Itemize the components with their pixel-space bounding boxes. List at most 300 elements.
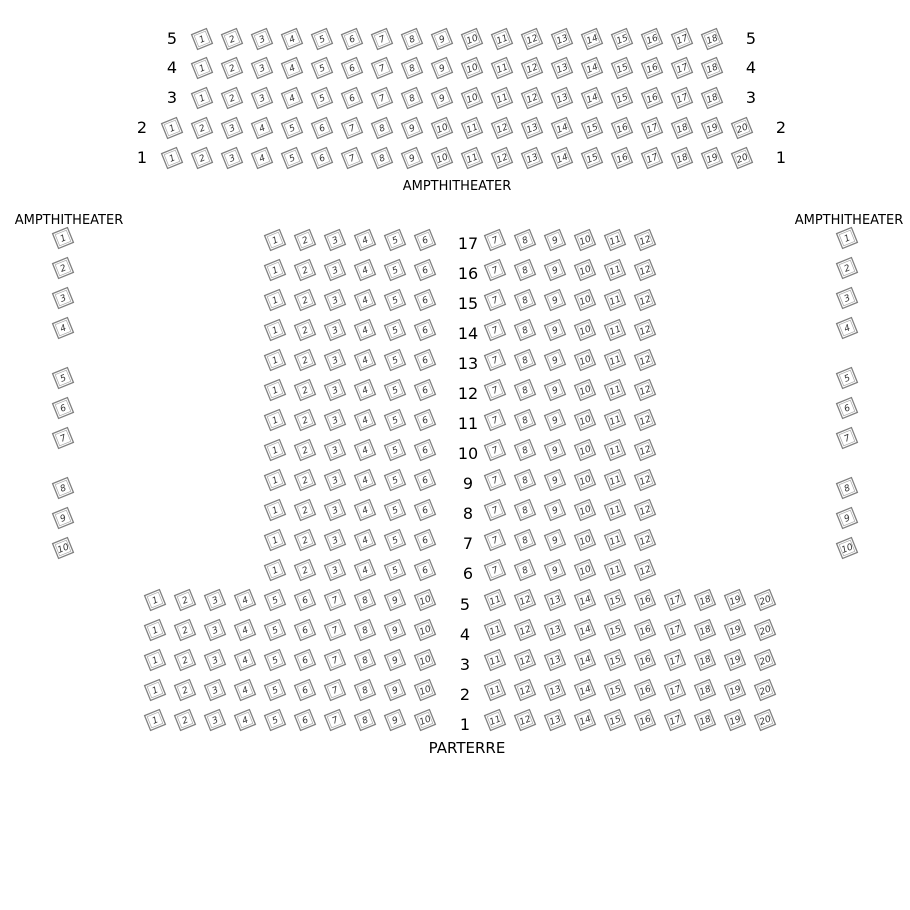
parterre-seat[interactable] — [605, 620, 626, 641]
parterre-seat[interactable] — [415, 650, 436, 671]
amphitheater-seat[interactable] — [252, 88, 273, 109]
parterre-seat[interactable] — [545, 500, 566, 521]
parterre-seat[interactable] — [355, 710, 376, 731]
parterre-seat[interactable] — [355, 470, 376, 491]
amphitheater-seat[interactable] — [672, 58, 693, 79]
parterre-seat[interactable] — [145, 680, 166, 701]
parterre-seat[interactable] — [485, 470, 506, 491]
side-right-seat[interactable] — [837, 538, 858, 559]
parterre-seat[interactable] — [355, 650, 376, 671]
parterre-seat[interactable] — [385, 650, 406, 671]
amphitheater-seat[interactable] — [702, 29, 723, 50]
amphitheater-seat[interactable] — [402, 29, 423, 50]
parterre-seat[interactable] — [515, 590, 536, 611]
amphitheater-seat[interactable] — [402, 88, 423, 109]
amphitheater-seat[interactable] — [312, 148, 333, 169]
parterre-seat[interactable] — [385, 440, 406, 461]
side-right-seat[interactable] — [837, 258, 858, 279]
side-left-seat[interactable] — [53, 258, 74, 279]
amphitheater-seat[interactable] — [162, 118, 183, 139]
parterre-seat[interactable] — [575, 440, 596, 461]
amphitheater-seat[interactable] — [582, 118, 603, 139]
parterre-seat[interactable] — [415, 620, 436, 641]
parterre-seat[interactable] — [415, 470, 436, 491]
parterre-seat[interactable] — [355, 380, 376, 401]
parterre-seat[interactable] — [265, 350, 286, 371]
side-left-seat[interactable] — [53, 288, 74, 309]
parterre-seat[interactable] — [415, 410, 436, 431]
parterre-seat[interactable] — [355, 230, 376, 251]
parterre-seat[interactable] — [575, 410, 596, 431]
parterre-seat[interactable] — [415, 260, 436, 281]
parterre-seat[interactable] — [605, 650, 626, 671]
parterre-seat[interactable] — [485, 350, 506, 371]
parterre-seat[interactable] — [355, 530, 376, 551]
parterre-seat[interactable] — [515, 440, 536, 461]
parterre-seat[interactable] — [385, 470, 406, 491]
parterre-seat[interactable] — [265, 650, 286, 671]
amphitheater-seat[interactable] — [192, 148, 213, 169]
side-right-seat[interactable] — [837, 228, 858, 249]
parterre-seat[interactable] — [235, 650, 256, 671]
amphitheater-seat[interactable] — [432, 88, 453, 109]
parterre-seat[interactable] — [295, 470, 316, 491]
parterre-seat[interactable] — [325, 230, 346, 251]
parterre-seat[interactable] — [605, 470, 626, 491]
parterre-seat[interactable] — [725, 650, 746, 671]
parterre-seat[interactable] — [385, 500, 406, 521]
parterre-seat[interactable] — [575, 530, 596, 551]
parterre-seat[interactable] — [235, 620, 256, 641]
parterre-seat[interactable] — [755, 680, 776, 701]
parterre-seat[interactable] — [485, 320, 506, 341]
parterre-seat[interactable] — [325, 530, 346, 551]
parterre-seat[interactable] — [605, 350, 626, 371]
parterre-seat[interactable] — [725, 680, 746, 701]
parterre-seat[interactable] — [295, 680, 316, 701]
parterre-seat[interactable] — [575, 320, 596, 341]
parterre-seat[interactable] — [515, 500, 536, 521]
parterre-seat[interactable] — [205, 680, 226, 701]
parterre-seat[interactable] — [605, 260, 626, 281]
parterre-seat[interactable] — [515, 260, 536, 281]
parterre-seat[interactable] — [205, 590, 226, 611]
parterre-seat[interactable] — [325, 380, 346, 401]
amphitheater-seat[interactable] — [282, 58, 303, 79]
parterre-seat[interactable] — [205, 650, 226, 671]
parterre-seat[interactable] — [575, 230, 596, 251]
amphitheater-seat[interactable] — [702, 118, 723, 139]
parterre-seat[interactable] — [295, 560, 316, 581]
parterre-seat[interactable] — [515, 560, 536, 581]
amphitheater-seat[interactable] — [522, 118, 543, 139]
parterre-seat[interactable] — [325, 620, 346, 641]
amphitheater-seat[interactable] — [252, 29, 273, 50]
parterre-seat[interactable] — [265, 470, 286, 491]
amphitheater-seat[interactable] — [522, 88, 543, 109]
parterre-seat[interactable] — [385, 380, 406, 401]
parterre-seat[interactable] — [295, 530, 316, 551]
parterre-seat[interactable] — [325, 500, 346, 521]
parterre-seat[interactable] — [355, 350, 376, 371]
parterre-seat[interactable] — [295, 620, 316, 641]
parterre-seat[interactable] — [325, 350, 346, 371]
parterre-seat[interactable] — [695, 590, 716, 611]
amphitheater-seat[interactable] — [522, 148, 543, 169]
parterre-seat[interactable] — [545, 470, 566, 491]
parterre-seat[interactable] — [605, 440, 626, 461]
parterre-seat[interactable] — [575, 260, 596, 281]
parterre-seat[interactable] — [415, 230, 436, 251]
amphitheater-seat[interactable] — [462, 88, 483, 109]
parterre-seat[interactable] — [295, 590, 316, 611]
amphitheater-seat[interactable] — [222, 148, 243, 169]
parterre-seat[interactable] — [575, 290, 596, 311]
side-left-seat[interactable] — [53, 228, 74, 249]
parterre-seat[interactable] — [295, 410, 316, 431]
parterre-seat[interactable] — [485, 650, 506, 671]
amphitheater-seat[interactable] — [672, 148, 693, 169]
parterre-seat[interactable] — [635, 380, 656, 401]
amphitheater-seat[interactable] — [402, 118, 423, 139]
parterre-seat[interactable] — [265, 560, 286, 581]
parterre-seat[interactable] — [355, 260, 376, 281]
parterre-seat[interactable] — [545, 590, 566, 611]
parterre-seat[interactable] — [725, 620, 746, 641]
parterre-seat[interactable] — [575, 560, 596, 581]
amphitheater-seat[interactable] — [372, 148, 393, 169]
amphitheater-seat[interactable] — [192, 58, 213, 79]
parterre-seat[interactable] — [235, 710, 256, 731]
parterre-seat[interactable] — [605, 560, 626, 581]
parterre-seat[interactable] — [175, 710, 196, 731]
parterre-seat[interactable] — [355, 500, 376, 521]
side-right-seat[interactable] — [837, 318, 858, 339]
parterre-seat[interactable] — [415, 440, 436, 461]
amphitheater-seat[interactable] — [582, 148, 603, 169]
amphitheater-seat[interactable] — [492, 88, 513, 109]
parterre-seat[interactable] — [355, 590, 376, 611]
parterre-seat[interactable] — [385, 590, 406, 611]
amphitheater-seat[interactable] — [462, 148, 483, 169]
amphitheater-seat[interactable] — [372, 88, 393, 109]
parterre-seat[interactable] — [415, 290, 436, 311]
parterre-seat[interactable] — [725, 710, 746, 731]
parterre-seat[interactable] — [515, 620, 536, 641]
amphitheater-seat[interactable] — [732, 148, 753, 169]
amphitheater-seat[interactable] — [432, 148, 453, 169]
amphitheater-seat[interactable] — [702, 58, 723, 79]
amphitheater-seat[interactable] — [192, 29, 213, 50]
side-right-seat[interactable] — [837, 478, 858, 499]
parterre-seat[interactable] — [575, 620, 596, 641]
parterre-seat[interactable] — [575, 650, 596, 671]
parterre-seat[interactable] — [635, 710, 656, 731]
parterre-seat[interactable] — [235, 680, 256, 701]
parterre-seat[interactable] — [605, 500, 626, 521]
amphitheater-seat[interactable] — [612, 58, 633, 79]
amphitheater-seat[interactable] — [162, 148, 183, 169]
parterre-seat[interactable] — [575, 350, 596, 371]
amphitheater-seat[interactable] — [252, 58, 273, 79]
parterre-seat[interactable] — [485, 710, 506, 731]
amphitheater-seat[interactable] — [342, 118, 363, 139]
side-left-seat[interactable] — [53, 368, 74, 389]
amphitheater-seat[interactable] — [402, 148, 423, 169]
parterre-seat[interactable] — [545, 410, 566, 431]
parterre-seat[interactable] — [175, 680, 196, 701]
parterre-seat[interactable] — [755, 710, 776, 731]
parterre-seat[interactable] — [545, 650, 566, 671]
parterre-seat[interactable] — [325, 290, 346, 311]
amphitheater-seat[interactable] — [492, 148, 513, 169]
parterre-seat[interactable] — [355, 320, 376, 341]
amphitheater-seat[interactable] — [342, 148, 363, 169]
parterre-seat[interactable] — [635, 500, 656, 521]
parterre-seat[interactable] — [385, 350, 406, 371]
parterre-seat[interactable] — [415, 710, 436, 731]
parterre-seat[interactable] — [605, 230, 626, 251]
parterre-seat[interactable] — [545, 530, 566, 551]
parterre-seat[interactable] — [265, 500, 286, 521]
parterre-seat[interactable] — [385, 260, 406, 281]
parterre-seat[interactable] — [665, 710, 686, 731]
parterre-seat[interactable] — [515, 470, 536, 491]
amphitheater-seat[interactable] — [672, 29, 693, 50]
amphitheater-seat[interactable] — [582, 29, 603, 50]
parterre-seat[interactable] — [325, 680, 346, 701]
amphitheater-seat[interactable] — [642, 29, 663, 50]
parterre-seat[interactable] — [205, 620, 226, 641]
parterre-seat[interactable] — [145, 650, 166, 671]
parterre-seat[interactable] — [545, 260, 566, 281]
parterre-seat[interactable] — [515, 290, 536, 311]
parterre-seat[interactable] — [605, 710, 626, 731]
parterre-seat[interactable] — [485, 440, 506, 461]
parterre-seat[interactable] — [325, 260, 346, 281]
parterre-seat[interactable] — [695, 650, 716, 671]
parterre-seat[interactable] — [385, 290, 406, 311]
parterre-seat[interactable] — [295, 260, 316, 281]
parterre-seat[interactable] — [635, 560, 656, 581]
parterre-seat[interactable] — [205, 710, 226, 731]
parterre-seat[interactable] — [325, 650, 346, 671]
amphitheater-seat[interactable] — [372, 29, 393, 50]
parterre-seat[interactable] — [605, 410, 626, 431]
amphitheater-seat[interactable] — [492, 58, 513, 79]
parterre-seat[interactable] — [385, 530, 406, 551]
parterre-seat[interactable] — [695, 710, 716, 731]
parterre-seat[interactable] — [325, 410, 346, 431]
parterre-seat[interactable] — [545, 620, 566, 641]
amphitheater-seat[interactable] — [372, 58, 393, 79]
parterre-seat[interactable] — [515, 710, 536, 731]
amphitheater-seat[interactable] — [612, 148, 633, 169]
parterre-seat[interactable] — [605, 530, 626, 551]
parterre-seat[interactable] — [575, 380, 596, 401]
amphitheater-seat[interactable] — [342, 88, 363, 109]
parterre-seat[interactable] — [145, 620, 166, 641]
parterre-seat[interactable] — [265, 260, 286, 281]
side-left-seat[interactable] — [53, 478, 74, 499]
parterre-seat[interactable] — [265, 620, 286, 641]
amphitheater-seat[interactable] — [432, 58, 453, 79]
amphitheater-seat[interactable] — [432, 29, 453, 50]
parterre-seat[interactable] — [485, 560, 506, 581]
amphitheater-seat[interactable] — [672, 88, 693, 109]
amphitheater-seat[interactable] — [642, 88, 663, 109]
parterre-seat[interactable] — [635, 350, 656, 371]
parterre-seat[interactable] — [545, 560, 566, 581]
parterre-seat[interactable] — [515, 380, 536, 401]
parterre-seat[interactable] — [265, 410, 286, 431]
parterre-seat[interactable] — [545, 440, 566, 461]
parterre-seat[interactable] — [485, 530, 506, 551]
parterre-seat[interactable] — [695, 620, 716, 641]
parterre-seat[interactable] — [385, 410, 406, 431]
parterre-seat[interactable] — [515, 680, 536, 701]
amphitheater-seat[interactable] — [612, 118, 633, 139]
amphitheater-seat[interactable] — [462, 118, 483, 139]
parterre-seat[interactable] — [635, 650, 656, 671]
parterre-seat[interactable] — [635, 440, 656, 461]
parterre-seat[interactable] — [265, 320, 286, 341]
parterre-seat[interactable] — [325, 560, 346, 581]
amphitheater-seat[interactable] — [612, 88, 633, 109]
parterre-seat[interactable] — [755, 650, 776, 671]
amphitheater-seat[interactable] — [222, 58, 243, 79]
amphitheater-seat[interactable] — [312, 118, 333, 139]
parterre-seat[interactable] — [515, 350, 536, 371]
parterre-seat[interactable] — [485, 380, 506, 401]
parterre-seat[interactable] — [665, 680, 686, 701]
parterre-seat[interactable] — [545, 230, 566, 251]
parterre-seat[interactable] — [515, 530, 536, 551]
parterre-seat[interactable] — [325, 320, 346, 341]
amphitheater-seat[interactable] — [252, 118, 273, 139]
amphitheater-seat[interactable] — [282, 88, 303, 109]
parterre-seat[interactable] — [755, 620, 776, 641]
parterre-seat[interactable] — [325, 710, 346, 731]
amphitheater-seat[interactable] — [222, 118, 243, 139]
parterre-seat[interactable] — [415, 380, 436, 401]
parterre-seat[interactable] — [325, 590, 346, 611]
parterre-seat[interactable] — [265, 440, 286, 461]
side-left-seat[interactable] — [53, 428, 74, 449]
amphitheater-seat[interactable] — [612, 29, 633, 50]
parterre-seat[interactable] — [695, 680, 716, 701]
parterre-seat[interactable] — [485, 230, 506, 251]
parterre-seat[interactable] — [635, 620, 656, 641]
parterre-seat[interactable] — [265, 230, 286, 251]
amphitheater-seat[interactable] — [252, 148, 273, 169]
parterre-seat[interactable] — [415, 320, 436, 341]
amphitheater-seat[interactable] — [192, 88, 213, 109]
side-right-seat[interactable] — [837, 288, 858, 309]
amphitheater-seat[interactable] — [522, 58, 543, 79]
amphitheater-seat[interactable] — [642, 58, 663, 79]
parterre-seat[interactable] — [665, 620, 686, 641]
amphitheater-seat[interactable] — [552, 58, 573, 79]
parterre-seat[interactable] — [635, 260, 656, 281]
amphitheater-seat[interactable] — [282, 148, 303, 169]
parterre-seat[interactable] — [635, 410, 656, 431]
parterre-seat[interactable] — [485, 590, 506, 611]
parterre-seat[interactable] — [415, 350, 436, 371]
parterre-seat[interactable] — [515, 320, 536, 341]
parterre-seat[interactable] — [635, 590, 656, 611]
amphitheater-seat[interactable] — [462, 58, 483, 79]
parterre-seat[interactable] — [355, 680, 376, 701]
amphitheater-seat[interactable] — [462, 29, 483, 50]
parterre-seat[interactable] — [575, 470, 596, 491]
parterre-seat[interactable] — [415, 590, 436, 611]
parterre-seat[interactable] — [265, 290, 286, 311]
amphitheater-seat[interactable] — [312, 58, 333, 79]
parterre-seat[interactable] — [385, 560, 406, 581]
parterre-seat[interactable] — [145, 590, 166, 611]
amphitheater-seat[interactable] — [552, 118, 573, 139]
amphitheater-seat[interactable] — [282, 29, 303, 50]
parterre-seat[interactable] — [665, 650, 686, 671]
amphitheater-seat[interactable] — [702, 88, 723, 109]
parterre-seat[interactable] — [295, 440, 316, 461]
parterre-seat[interactable] — [545, 320, 566, 341]
parterre-seat[interactable] — [295, 320, 316, 341]
parterre-seat[interactable] — [235, 590, 256, 611]
parterre-seat[interactable] — [355, 560, 376, 581]
parterre-seat[interactable] — [635, 230, 656, 251]
parterre-seat[interactable] — [145, 710, 166, 731]
amphitheater-seat[interactable] — [642, 118, 663, 139]
parterre-seat[interactable] — [355, 440, 376, 461]
parterre-seat[interactable] — [295, 650, 316, 671]
parterre-seat[interactable] — [755, 590, 776, 611]
parterre-seat[interactable] — [515, 650, 536, 671]
parterre-seat[interactable] — [545, 710, 566, 731]
parterre-seat[interactable] — [265, 710, 286, 731]
parterre-seat[interactable] — [485, 680, 506, 701]
parterre-seat[interactable] — [575, 680, 596, 701]
parterre-seat[interactable] — [605, 380, 626, 401]
parterre-seat[interactable] — [265, 530, 286, 551]
amphitheater-seat[interactable] — [222, 29, 243, 50]
parterre-seat[interactable] — [635, 320, 656, 341]
parterre-seat[interactable] — [545, 680, 566, 701]
side-right-seat[interactable] — [837, 398, 858, 419]
parterre-seat[interactable] — [415, 680, 436, 701]
parterre-seat[interactable] — [605, 320, 626, 341]
parterre-seat[interactable] — [635, 470, 656, 491]
parterre-seat[interactable] — [415, 500, 436, 521]
side-left-seat[interactable] — [53, 538, 74, 559]
parterre-seat[interactable] — [485, 500, 506, 521]
side-left-seat[interactable] — [53, 508, 74, 529]
parterre-seat[interactable] — [295, 230, 316, 251]
amphitheater-seat[interactable] — [642, 148, 663, 169]
amphitheater-seat[interactable] — [492, 29, 513, 50]
parterre-seat[interactable] — [295, 500, 316, 521]
amphitheater-seat[interactable] — [552, 88, 573, 109]
parterre-seat[interactable] — [385, 320, 406, 341]
amphitheater-seat[interactable] — [432, 118, 453, 139]
parterre-seat[interactable] — [485, 260, 506, 281]
parterre-seat[interactable] — [325, 470, 346, 491]
amphitheater-seat[interactable] — [702, 148, 723, 169]
parterre-seat[interactable] — [265, 680, 286, 701]
amphitheater-seat[interactable] — [492, 118, 513, 139]
parterre-seat[interactable] — [295, 380, 316, 401]
